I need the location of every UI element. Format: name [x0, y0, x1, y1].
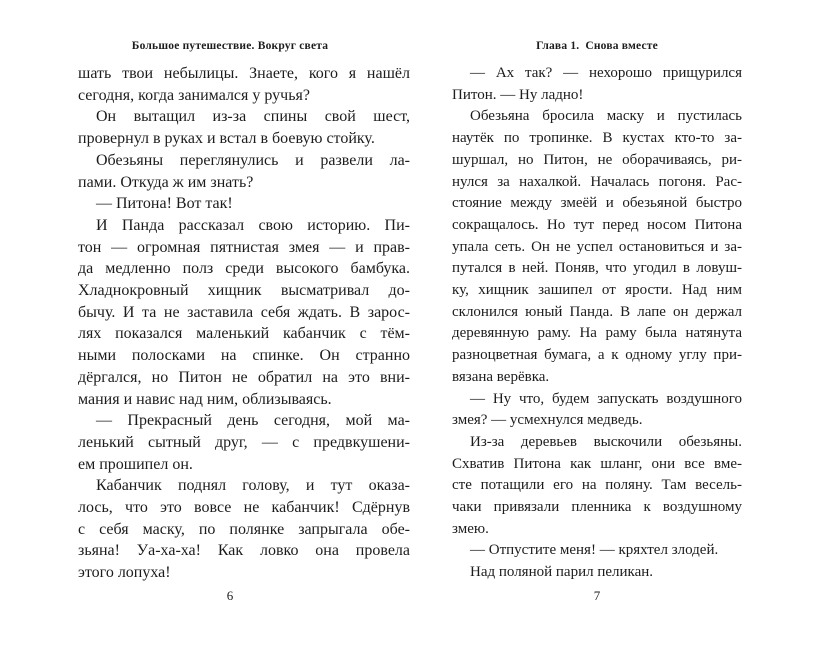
- text-line: Схватив Питона как шланг, они все вме-: [452, 455, 742, 472]
- text-line: Он вытащил из-за спины свой шест,: [96, 108, 410, 126]
- text-line: Хладнокровный хищник высматривал до-: [78, 282, 410, 300]
- text-line: Питон. — Ну ладно!: [452, 86, 584, 103]
- text-line: зьяна! Уа-ха-ха! Как ловко она провела: [78, 542, 410, 560]
- text-line: ленький сытный друг, — с предвкушени-: [78, 433, 410, 451]
- text-line: вязана верёвка.: [452, 368, 550, 385]
- text-line: стояние между змеёй и обезьяной быстро: [452, 195, 742, 212]
- text-line: И Панда рассказал свою историю. Пи-: [96, 216, 410, 234]
- text-line: Из-за деревьев выскочили обезьяны.: [470, 433, 742, 450]
- text-line: — Ах так? — нехорошо прищурился: [470, 65, 742, 81]
- text-line: Обезьяна бросила маску и пустилась: [470, 108, 742, 125]
- text-line: чаки привязали пленника к воздушному: [452, 499, 742, 516]
- text-line: бычу. И та не заставила себя ждать. В зарос-: [78, 303, 410, 321]
- text-line: сте потащили его на поляну. Там весель-: [452, 477, 742, 494]
- text-line: деревянную раму. На раму была натянута: [452, 325, 742, 342]
- text-line: шуршал, но Питон, не оборачиваясь, ри-: [452, 151, 742, 168]
- page-number-left: 6: [226, 588, 234, 603]
- text-line: сегодня, когда занимался у ручья?: [78, 86, 310, 104]
- text-line: пами. Откуда ж им знать?: [78, 173, 254, 191]
- text-line: да медленно полз среди высокого бамбука.: [78, 260, 410, 278]
- text-line: ку, хищник зашипел от ярости. Над ним: [452, 282, 742, 299]
- text-line: ем прошипел он.: [78, 455, 193, 473]
- text-line: с себя маску, по полянке запрыгала обе-: [78, 520, 410, 538]
- text-line: — Ну что, будем запускать воздушного: [470, 390, 742, 407]
- running-head-right: Глава 1. Снова вместе: [536, 40, 658, 52]
- text-line: упала сеть. Он не успел остановиться и за-: [452, 238, 742, 255]
- page-number-right: 7: [593, 588, 601, 603]
- running-head-left: Большое путешествие. Вокруг света: [131, 40, 329, 52]
- text-line: — Питона! Вот так!: [96, 195, 233, 213]
- page-body-left: [78, 63, 410, 584]
- text-line: змею.: [452, 520, 489, 537]
- text-line: нулся за нахалкой. Началась погоня. Рас-: [452, 173, 742, 190]
- text-line: Кабанчик поднял голову, и тут оказа-: [96, 477, 410, 495]
- text-line: путался в ней. Поняв, что угодил в ловуш-: [452, 260, 742, 277]
- text-line: лях показался маленький кабанчик с тём-: [78, 325, 410, 343]
- text-line: провернул в руках и встал в боевую стойку.: [78, 130, 375, 148]
- text-line: лось, что это вовсе не кабанчик! Сдёрнув: [78, 499, 410, 517]
- text-line: ными полосками на спинке. Он странно: [78, 347, 410, 365]
- text-line: этого лопуха!: [78, 564, 171, 582]
- text-line: шать твои небылицы. Знаете, кого я нашёл: [78, 65, 410, 82]
- text-line: мания и навис над ним, облизываясь.: [78, 390, 332, 408]
- text-line: тон — огромная пятнистая змея — и прав-: [78, 238, 410, 256]
- text-line: Обезьяны переглянулись и развели ла-: [96, 151, 410, 169]
- text-line: — Отпустите меня! — кряхтел злодей.: [470, 542, 719, 559]
- text-line: разноцветная бумага, а к одному углу при-: [452, 347, 742, 364]
- text-line: наутёк по тропинке. В кустах кто-то за-: [452, 130, 742, 147]
- text-line: змея? — усмехнулся медведь.: [452, 412, 643, 429]
- text-line: склонился юный Панда. В лапе он держал: [452, 303, 742, 320]
- text-line: дёргался, но Питон не обратил на это вни-: [78, 368, 410, 386]
- text-line: сокращалось. Но тут перед носом Питона: [452, 216, 742, 233]
- page-body-right: [452, 63, 742, 584]
- text-line: — Прекрасный день сегодня, мой ма-: [96, 412, 410, 430]
- text-line: Над поляной парил пеликан.: [470, 564, 654, 581]
